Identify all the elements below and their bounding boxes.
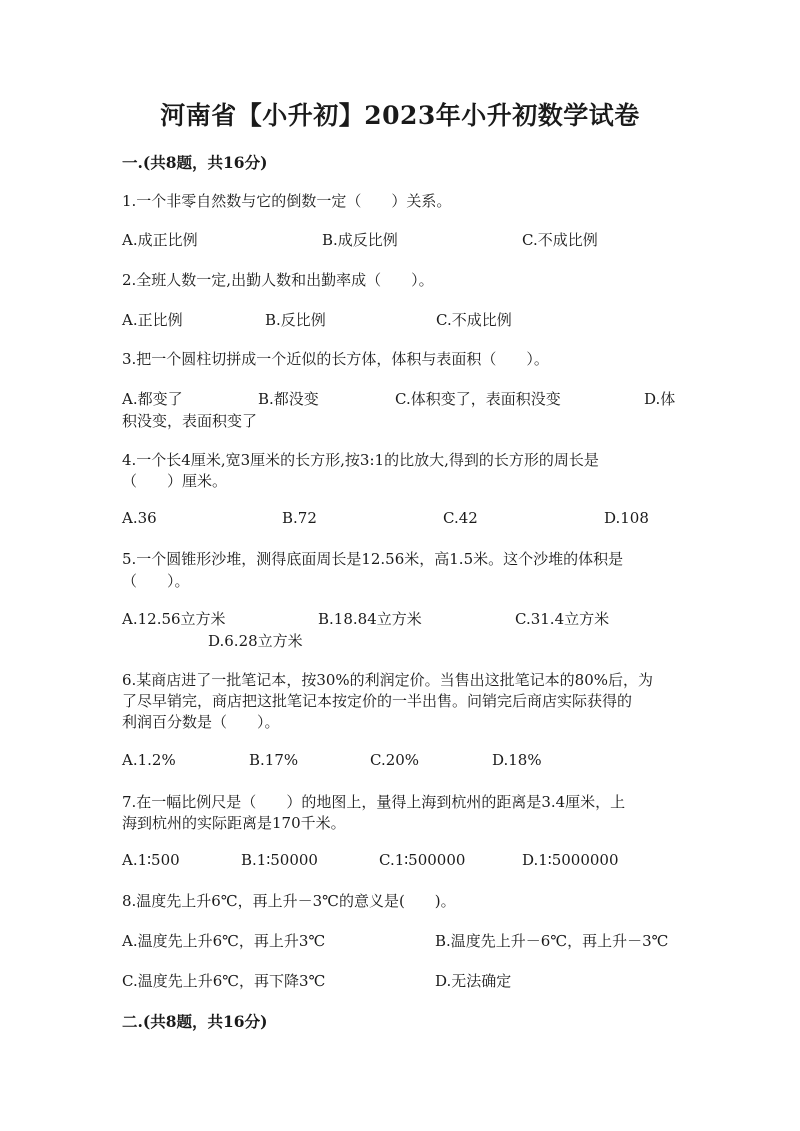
question-1-option-c: C.不成比例 [522, 231, 598, 249]
question-8-option-c: C.温度先上升6℃，再下降3℃ [122, 972, 326, 990]
question-3-option-b: B.都没变 [258, 390, 319, 408]
question-5-stem-line-1: 5.一个圆锥形沙堆，测得底面周长是12.56米，高1.5米。这个沙堆的体积是 [122, 550, 624, 568]
page-title: 河南省【小升初】2023年小升初数学试卷 [160, 101, 640, 130]
question-8-option-b: B.温度先上升－6℃，再上升－3℃ [435, 932, 669, 950]
question-3-option-d-continued: 积没变，表面积变了 [122, 412, 258, 430]
section-heading-1: 一.(共8题，共16分) [122, 153, 268, 172]
question-2-option-c: C.不成比例 [436, 311, 512, 329]
question-2-option-a: A.正比例 [122, 311, 183, 329]
question-7-option-d: D.1∶5000000 [522, 851, 619, 869]
question-3-option-d: D.体 [644, 390, 676, 408]
question-4-option-a: A.36 [122, 509, 157, 527]
section-heading-2: 二.(共8题，共16分) [122, 1012, 268, 1031]
question-4-option-b: B.72 [282, 509, 317, 527]
question-3-option-a: A.都变了 [122, 390, 183, 408]
question-8-option-a: A.温度先上升6℃，再上升3℃ [122, 932, 326, 950]
question-7-stem-line-2: 海到杭州的实际距离是170千米。 [122, 814, 346, 832]
question-6-option-c: C.20% [370, 751, 420, 769]
question-7-stem-line-1: 7.在一幅比例尺是（ ）的地图上，量得上海到杭州的距离是3.4厘米，上 [122, 793, 626, 811]
question-7-option-b: B.1∶50000 [241, 851, 318, 869]
question-6-option-a: A.1.2% [122, 751, 176, 769]
question-8-option-d: D.无法确定 [435, 972, 512, 990]
question-7-option-c: C.1∶500000 [379, 851, 466, 869]
question-4-stem-line-1: 4.一个长4厘米,宽3厘米的长方形,按3:1的比放大,得到的长方形的周长是 [122, 451, 599, 469]
question-1-stem: 1.一个非零自然数与它的倒数一定（ ）关系。 [122, 192, 452, 210]
question-4-option-d: D.108 [604, 509, 649, 527]
question-5-option-b: B.18.84立方米 [318, 610, 422, 628]
question-6-stem-line-1: 6.某商店进了一批笔记本，按30%的利润定价。当售出这批笔记本的80%后，为 [122, 671, 653, 689]
question-3-stem: 3.把一个圆柱切拼成一个近似的长方体，体积与表面积（ ）。 [122, 350, 549, 368]
question-5-stem-line-2: （ ）。 [122, 572, 190, 590]
question-4-stem-line-2: （ ）厘米。 [122, 472, 228, 490]
question-2-stem: 2.全班人数一定,出勤人数和出勤率成（ ）。 [122, 271, 434, 289]
question-5-option-a: A.12.56立方米 [122, 610, 226, 628]
question-4-option-c: C.42 [443, 509, 478, 527]
question-2-option-b: B.反比例 [265, 311, 326, 329]
question-6-option-d: D.18% [492, 751, 542, 769]
question-1-option-a: A.成正比例 [122, 231, 198, 249]
question-7-option-a: A.1∶500 [122, 851, 180, 869]
question-3-option-c: C.体积变了，表面积没变 [395, 390, 561, 408]
question-8-stem: 8.温度先上升6℃，再上升－3℃的意义是( )。 [122, 892, 456, 910]
question-5-option-c: C.31.4立方米 [515, 610, 610, 628]
question-5-option-d: D.6.28立方米 [208, 632, 303, 650]
question-6-option-b: B.17% [249, 751, 299, 769]
question-6-stem-line-2: 了尽早销完，商店把这批笔记本按定价的一半出售。问销完后商店实际获得的 [122, 692, 633, 710]
question-1-option-b: B.成反比例 [322, 231, 398, 249]
question-6-stem-line-3: 利润百分数是（ ）。 [122, 713, 280, 731]
